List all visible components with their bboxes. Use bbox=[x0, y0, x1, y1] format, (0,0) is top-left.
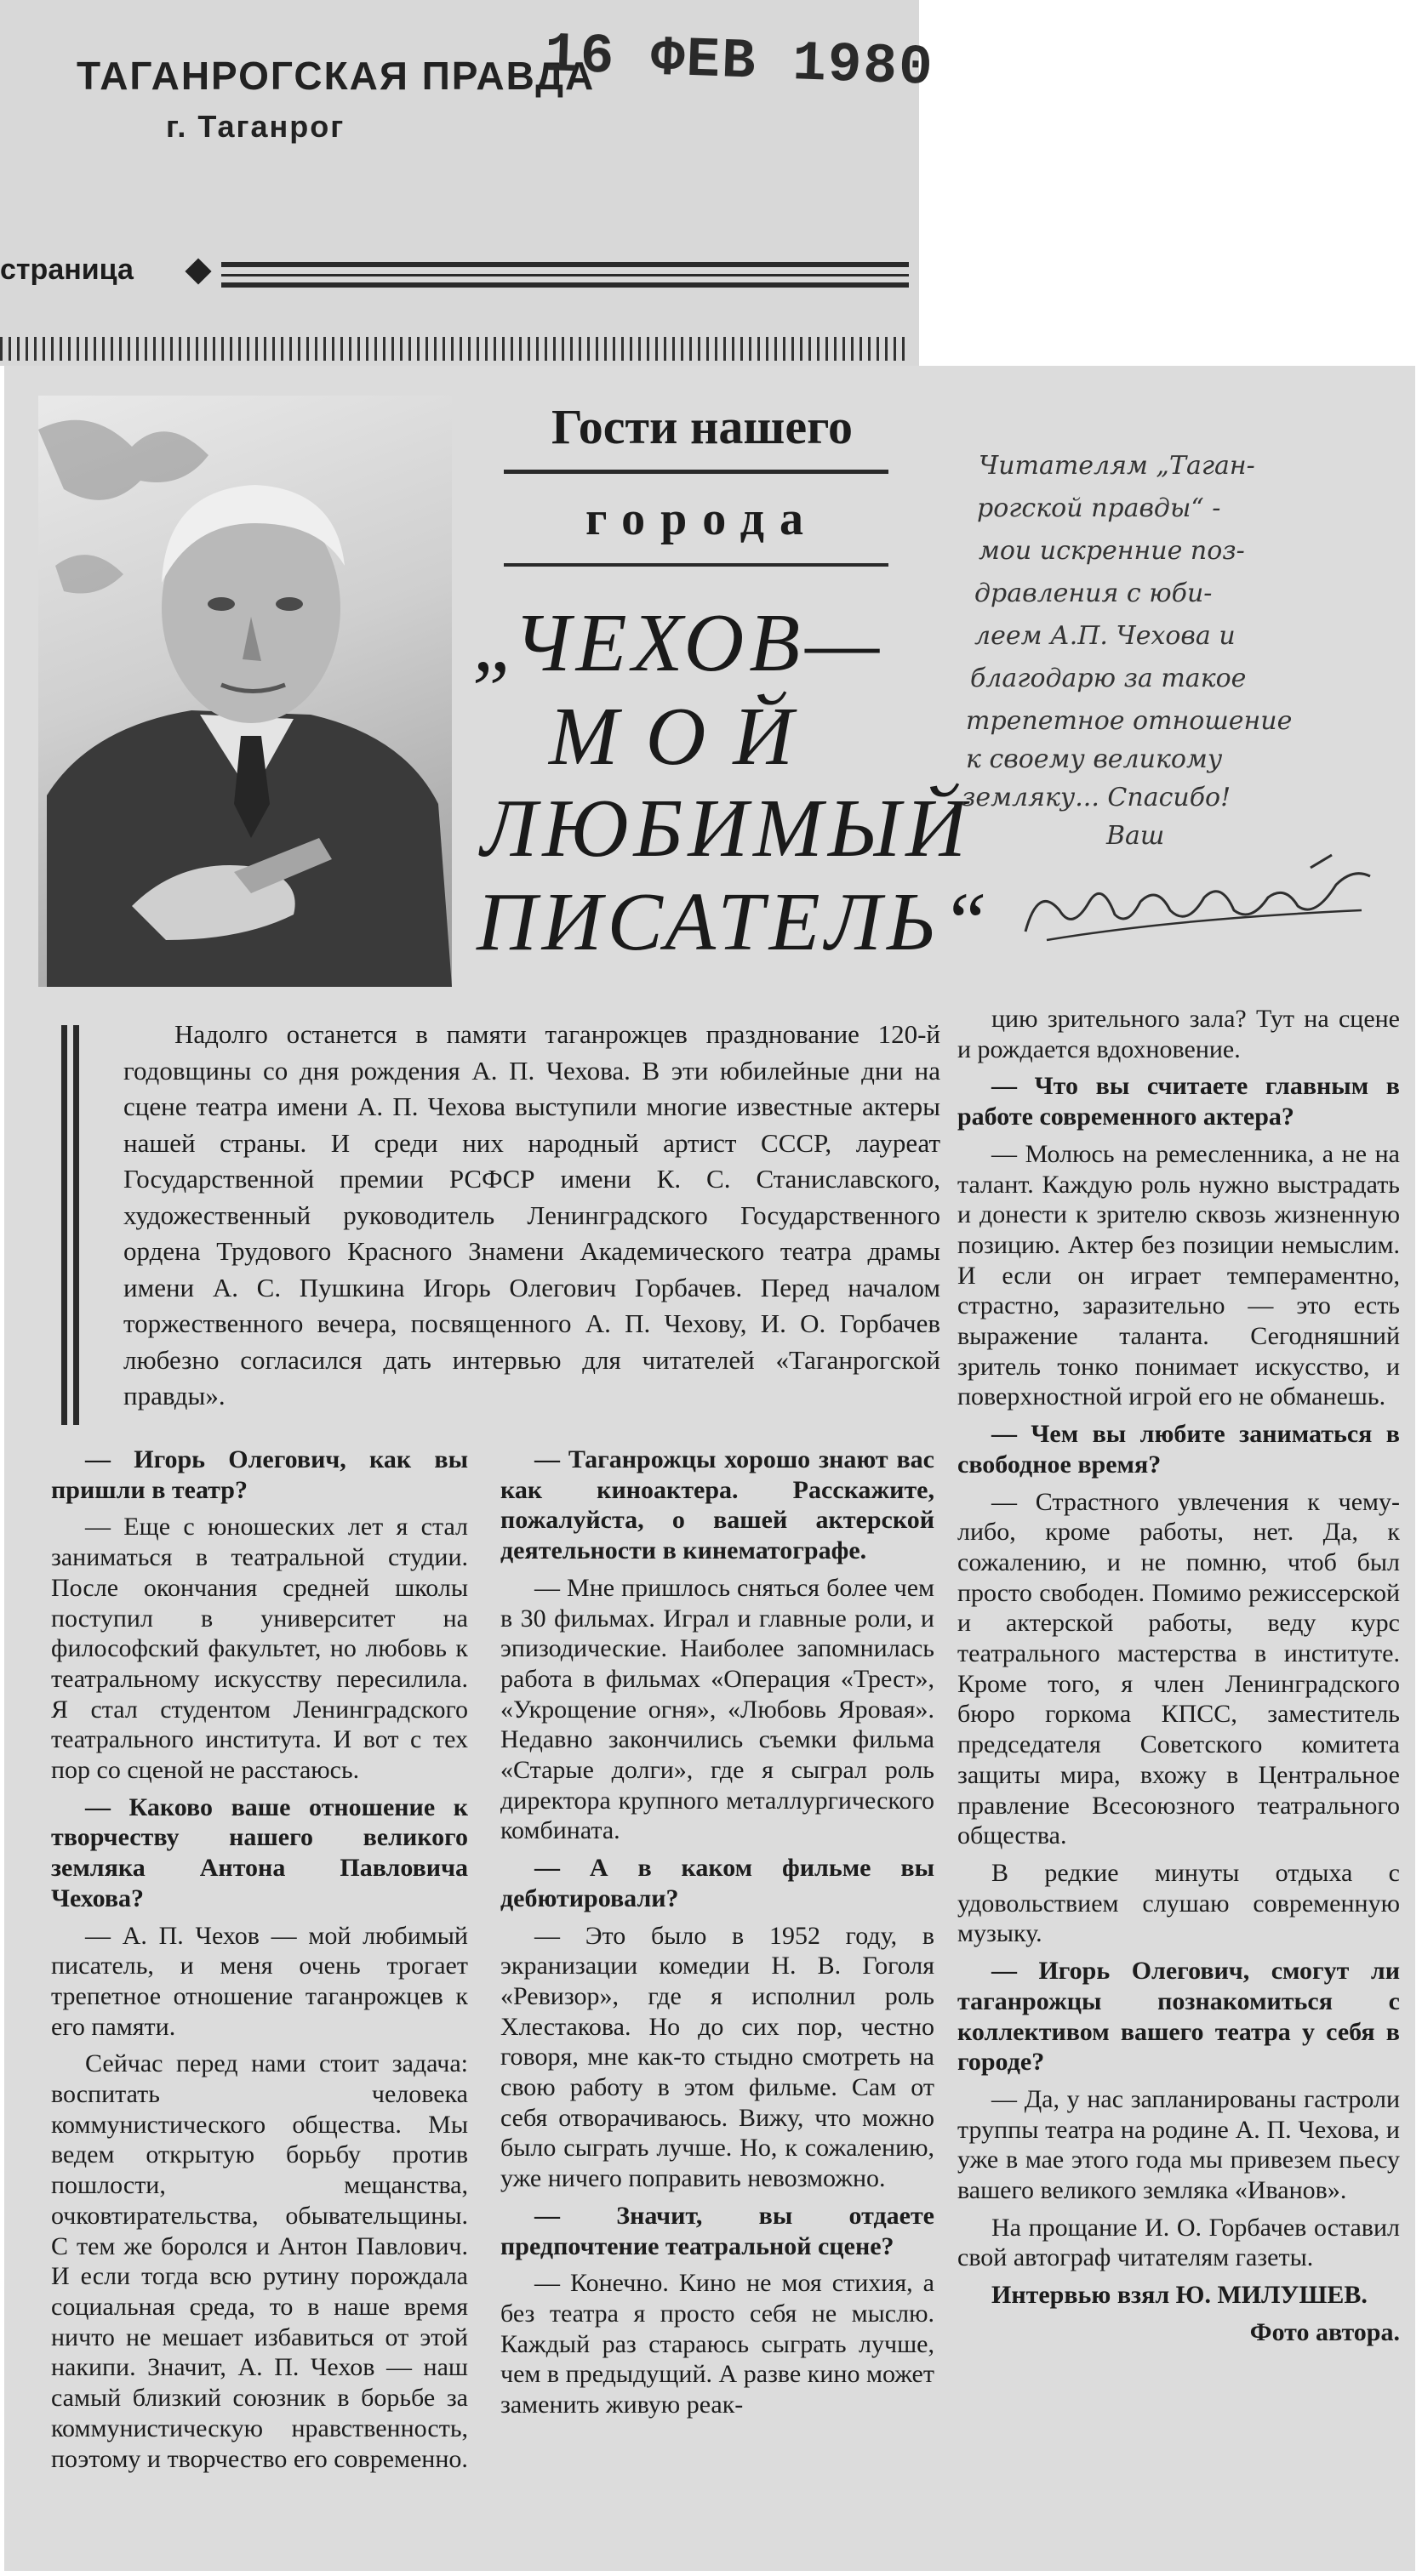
header-rule bbox=[221, 262, 909, 267]
header-rule bbox=[221, 282, 909, 288]
column-1 bbox=[51, 1445, 468, 2481]
autograph-line: Читателям „Таган- bbox=[979, 451, 1255, 481]
perforated-edge bbox=[0, 337, 906, 361]
headline-line: ПИСАТЕЛЬ“ bbox=[477, 876, 993, 968]
interview-question: — Чем вы любите заниматься в свободное время? bbox=[957, 1420, 1400, 1479]
rubric-rule bbox=[504, 563, 888, 567]
interview-paragraph: — Это было в 1952 году, в экранизации комедии Н. В. Гоголя «Ревизор», где я исполнил роль Хлестакова. Но до сих пор, честно говоря, мне как-то стыдно смотреть на свою работу в этом фильме. Сам от себя отворачиваюсь. Вижу, что можно было сыграть лучше. Но, к сожалению, уже ничего поправить невозможно. bbox=[500, 1921, 934, 2193]
column-3 bbox=[957, 1004, 1400, 2355]
interview-question: — Игорь Олегович, смогут ли таганрожцы познакомиться с коллективом вашего театра у себя в городе? bbox=[957, 1957, 1400, 2077]
interview-question: — Что вы считаете главным в работе современного актера? bbox=[957, 1072, 1400, 1131]
intro-text bbox=[123, 1017, 940, 1415]
headline-line: МОЙ bbox=[549, 691, 821, 783]
autograph-line: благодарю за такое bbox=[970, 664, 1247, 693]
interview-question: — Значит, вы отдаете предпочтение театральной сцене? bbox=[500, 2201, 934, 2260]
headline-line: ЛЮБИМЫЙ bbox=[481, 783, 971, 875]
rubric-line-1: Гости нашего bbox=[551, 399, 853, 454]
interview-paragraph: — А. П. Чехов — мой любимый писатель, и меня очень трогает трепетное отношение таганрожцев к его памяти. bbox=[51, 1921, 468, 2041]
photo-credit: Фото автора. bbox=[1249, 2317, 1400, 2346]
interview-paragraph: В редкие минуты отдыха с удовольствием слушаю современную музыку. bbox=[957, 1858, 1400, 1948]
autograph-line: рогской правды“ - bbox=[977, 493, 1221, 523]
signature-icon bbox=[1021, 851, 1379, 953]
column-2 bbox=[500, 1445, 934, 2427]
autograph-line: к своему великому bbox=[966, 744, 1223, 774]
autograph-line: леем А.П. Чехова и bbox=[974, 621, 1236, 651]
interview-paragraph: — Еще с юношеских лет я стал заниматься в театральной студии. После окончания средней школы поступил в университет на философский факультет, но любовь к театральному искусству пересилила. Я стал студентом Ленинградского театрального института. И вот с тех пор со сценой не расстаюсь. bbox=[51, 1513, 468, 1785]
intro-marker-bar bbox=[73, 1025, 79, 1425]
newspaper-city: г. Таганрог bbox=[166, 109, 346, 144]
intro-marker-bar bbox=[61, 1025, 67, 1425]
interview-paragraph: На прощание И. О. Горбачев оставил свой автограф читателям газеты. bbox=[957, 2213, 1400, 2272]
header-rule bbox=[221, 274, 909, 276]
interview-paragraph: Сейчас перед нами стоит задача: воспитать человека коммунистического общества. Мы ведем открытую борьбу против пошлости, мещанства, очковтирательства, обывательщины. С тем же боролся и Антон Павлович. И если тогда всю рутину порождала социальная среда, то в наше время ничто не мешает избавиться от этой накипи. Значит, А. П. Чехов — наш самый близкий союзник в борьбе за коммунистическую нравственность, поэтому и творчество его современно. bbox=[51, 2049, 468, 2473]
interview-question: Интервью взял Ю. МИЛУШЕВ. bbox=[991, 2281, 1368, 2310]
autograph-closing: Ваш bbox=[1106, 821, 1165, 851]
interview-question: — Каково ваше отношение к творчеству нашего великого земляка Антона Павловича Чехова? bbox=[51, 1792, 468, 1912]
interview-paragraph: цию зрительного зала? Тут на сцене и рождается вдохновение. bbox=[957, 1005, 1400, 1063]
interview-paragraph: — Мне пришлось сняться более чем в 30 фильмах. Играл и главные роли, и эпизодические. Наиболее запомнилась работа в фильмах «Операция «Трест», «Укрощение огня», «Любовь Яровая». Недавно закончились съемки фильма «Старые долги», где я сыграл роль директора крупного металлургического комбината. bbox=[500, 1573, 934, 1845]
autograph-line: дравления с юби- bbox=[974, 578, 1213, 608]
interview-question: — Таганрожцы хорошо знают вас как киноактера. Расскажите, пожалуйста, о вашей актерской деятельности в кинематографе. bbox=[500, 1445, 934, 1565]
interview-paragraph: — Молюсь на ремесленника, а не на талант. Каждую роль нужно выстрадать и донести к зрителю сквозь жизненную позицию. Актер без позиции немыслим. И если он играет темпераментно, страстно, заразительно — это есть выражение таланта. Сегодняшний зритель тонко понимает искусство, и поверхностной игрой его не обманешь. bbox=[957, 1139, 1400, 1411]
interview-question: — А в каком фильме вы дебютировали? bbox=[500, 1854, 934, 1912]
interview-paragraph: — Конечно. Кино не моя стихия, а без театра я просто себя не мыслю. Каждый раз стараюсь сыграть лучше, чем в предыдущий. А разве кино может заменить живую реак- bbox=[500, 2269, 934, 2419]
date-stamp: 16 ФЕВ 1980 bbox=[543, 23, 935, 100]
portrait-illustration bbox=[38, 396, 452, 987]
interview-paragraph: — Страстного увлечения к чему-либо, кроме работы, нет. Да, к сожалению, и не помню, чтоб был просто свободен. Помимо режиссерской и актерской работы, веду курс театрального мастерства в институте. Кроме того, я член Ленинградского бюро горкома КПСС, заместитель председателя Советского комитета защиты мира, вхожу в Центральное правление Всесоюзного театрального общества. bbox=[957, 1487, 1400, 1850]
newspaper-name: ТАГАНРОГСКАЯ ПРАВДА bbox=[77, 54, 596, 98]
page-label: страница bbox=[0, 254, 134, 286]
autograph-line: земляку... Спасибо! bbox=[962, 783, 1231, 812]
autograph-line: трепетное отношение bbox=[966, 706, 1293, 736]
headline-line: „ЧЕХОВ— bbox=[472, 597, 885, 689]
rubric-rule bbox=[504, 470, 888, 474]
autograph-line: мои искренние поз- bbox=[979, 536, 1245, 566]
intro-paragraph: Надолго останется в памяти таганрожцев празднование 120-й годовщины со дня рождения А. П. Чехова. В эти юбилейные дни на сцене театра имени А. П. Чехова выступили многие известные актеры нашей страны. И среди них народный артист СССР, лауреат Государственной премии РСФСР имени К. С. Станиславского, художественный руководитель Ленинградского Государственного ордена Трудового Красного Знамени Академического театра драмы имени А. С. Пушкина Игорь Олегович Горбачев. Перед началом торжественного вечера, посвященного А. П. Чехову, И. О. Горбачев любезно согласился дать интервью для читателей «Таганрогской правды». bbox=[123, 1019, 940, 1411]
rubric-line-2: города bbox=[585, 493, 819, 545]
interview-paragraph: — Да, у нас запланированы гастроли труппы театра на родине А. П. Чехова, и уже в мае этого года мы привезем пьесу вашего великого земляка «Иванов». bbox=[957, 2084, 1400, 2205]
portrait-photo bbox=[38, 396, 452, 987]
interview-question: — Игорь Олегович, как вы пришли в театр? bbox=[51, 1445, 468, 1504]
